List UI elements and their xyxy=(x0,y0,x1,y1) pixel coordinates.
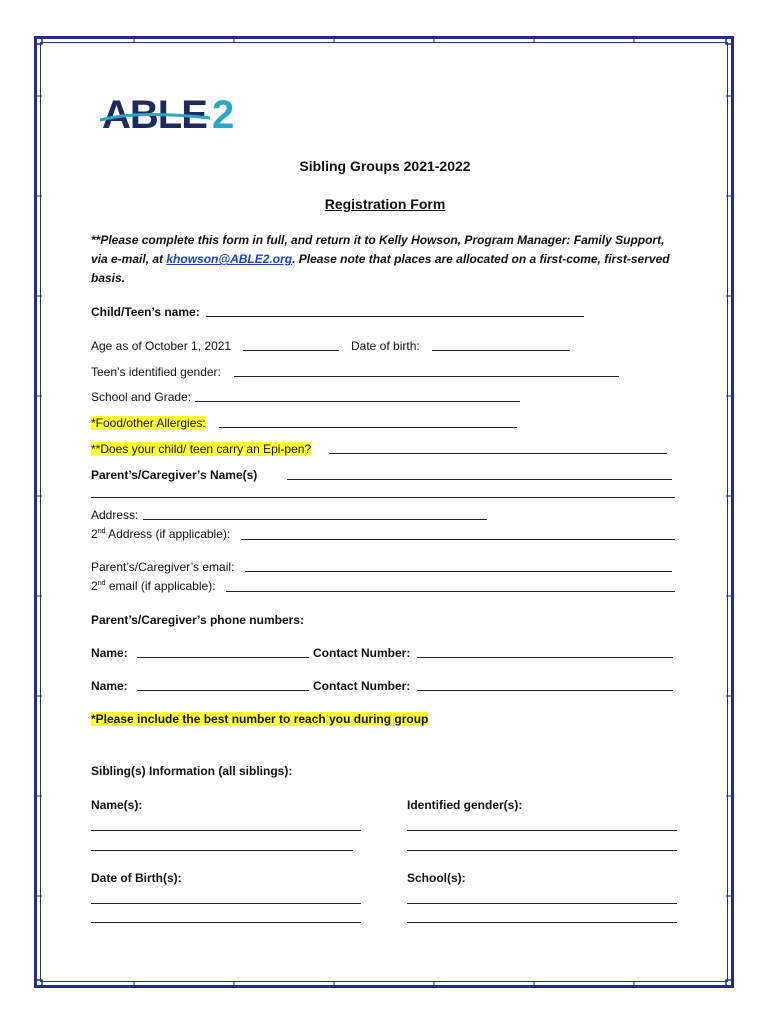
phone1-contact-field[interactable] xyxy=(417,657,673,658)
phone1-name-field[interactable] xyxy=(137,657,309,658)
sib-names-field-2[interactable] xyxy=(91,850,353,851)
sib-names-label: Name(s): xyxy=(91,798,143,812)
phone2-contact-field[interactable] xyxy=(417,690,673,691)
email2-field[interactable] xyxy=(226,591,675,592)
email2-post: email (if applicable): xyxy=(105,579,216,593)
phone2-name-field[interactable] xyxy=(137,690,309,691)
address2-field[interactable] xyxy=(241,539,675,540)
address-field[interactable] xyxy=(143,519,487,520)
phone1-name-label: Name: xyxy=(91,646,128,660)
sib-school-field-2[interactable] xyxy=(407,922,677,923)
sib-gender-field-1[interactable] xyxy=(407,830,677,831)
school-label: School and Grade: xyxy=(91,390,192,404)
intro-line-1: **Please complete this form in full, and return it to Kelly Howson, Program Manager: Family Support, xyxy=(91,233,665,247)
subtitle-text: Registration Form xyxy=(324,196,446,212)
border-ornament xyxy=(34,36,734,988)
age-label: Age as of October 1, 2021 xyxy=(91,339,232,353)
email2-pre: 2 xyxy=(91,579,98,593)
intro-line-2-suffix: . Please note that places are allocated on a first-come, first-served xyxy=(292,252,670,266)
svg-text:ABLE: ABLE xyxy=(102,93,207,134)
email-link[interactable]: khowson@ABLE2.org xyxy=(166,252,293,266)
phones-header: Parent’s/Caregiver’s phone numbers: xyxy=(91,613,304,627)
sib-dob-field-2[interactable] xyxy=(91,922,361,923)
allergies-row xyxy=(91,415,206,431)
address2-post: Address (if applicable): xyxy=(105,527,231,541)
phone1-contact-label: Contact Number: xyxy=(313,646,411,660)
form-subtitle xyxy=(0,196,770,212)
parent-name-label: Parent’s/Caregiver’s Name(s) xyxy=(91,468,258,482)
svg-text:2: 2 xyxy=(212,93,235,134)
address2-pre: 2 xyxy=(91,527,98,541)
sib-dob-field-1[interactable] xyxy=(91,903,361,904)
address2-label xyxy=(91,526,230,542)
child-name-field[interactable] xyxy=(206,316,584,317)
child-name-label: Child/Teen’s name: xyxy=(91,305,200,319)
dob-field[interactable] xyxy=(432,350,570,351)
best-number-row xyxy=(91,711,428,727)
siblings-header: Sibling(s) Information (all siblings): xyxy=(91,764,293,778)
sib-school-label: School(s): xyxy=(407,871,466,885)
parent-name-field-2[interactable] xyxy=(91,497,675,498)
sib-gender-label: Identified gender(s): xyxy=(407,798,523,812)
gender-label: Teen’s identified gender: xyxy=(91,365,221,379)
sib-gender-field-2[interactable] xyxy=(407,850,677,851)
email-label: Parent’s/Caregiver’s email: xyxy=(91,560,235,574)
phone2-name-label: Name: xyxy=(91,679,128,693)
epipen-row xyxy=(91,441,311,457)
email2-label xyxy=(91,578,216,594)
dob-label: Date of birth: xyxy=(351,339,420,353)
intro-line-2 xyxy=(91,251,670,267)
sib-dob-label: Date of Birth(s): xyxy=(91,871,182,885)
sib-names-field-1[interactable] xyxy=(91,830,361,831)
allergies-label: *Food/other Allergies: xyxy=(91,416,206,430)
form-title: Sibling Groups 2021-2022 xyxy=(299,158,471,174)
sib-school-field-1[interactable] xyxy=(407,903,677,904)
epipen-field[interactable] xyxy=(329,453,667,454)
intro-line-2-prefix: via e-mail, at xyxy=(91,252,167,266)
able2-logo xyxy=(100,90,260,134)
gender-field[interactable] xyxy=(234,376,619,377)
phone2-contact-label: Contact Number: xyxy=(313,679,411,693)
address2-sup: nd xyxy=(97,528,106,535)
intro-line-3: basis. xyxy=(91,271,126,285)
epipen-label: **Does your child/ teen carry an Epi-pen? xyxy=(91,442,312,456)
best-number-note: *Please include the best number to reach you during group xyxy=(91,712,429,726)
address-label: Address: xyxy=(91,508,139,522)
email2-sup: nd xyxy=(97,580,106,587)
email-field[interactable] xyxy=(245,571,672,572)
allergies-field[interactable] xyxy=(219,427,517,428)
parent-name-field[interactable] xyxy=(287,479,672,480)
school-field[interactable] xyxy=(195,401,520,402)
age-field[interactable] xyxy=(243,350,339,351)
